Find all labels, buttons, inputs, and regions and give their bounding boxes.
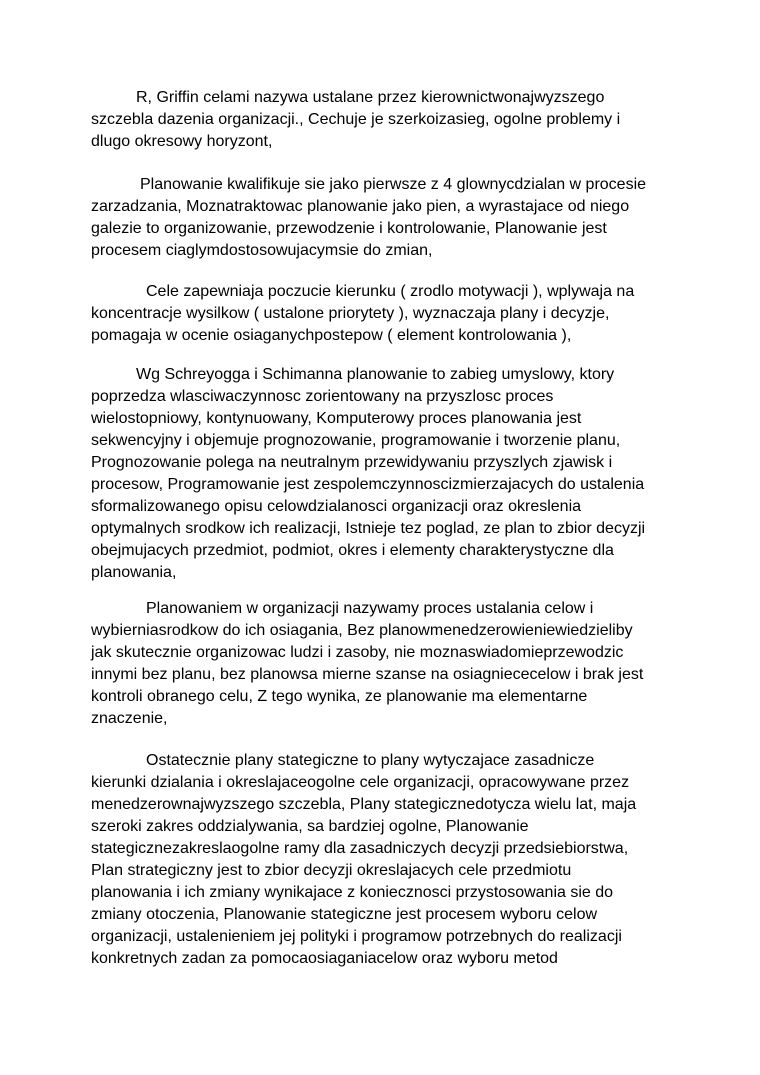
paragraph-strategic-plans [91,750,691,970]
text-line: obejmujacych przedmiot, podmiot, okres i elementy charakterystyczne dla [91,542,614,559]
text-line: dlugo okresowy horyzont, [91,133,273,150]
text-line: szeroki zakres oddzialywania, sa bardziej ogolne, Planowanie [91,818,529,835]
text-line: koncentracje wysilkow ( ustalone priorytety ), wyznaczaja plany i decyzje, [91,305,610,322]
text-line: zarzadzania, Moznatraktowac planowanie jako pien, a wyrastajace od niego [91,198,630,215]
text-line: Planowanie kwalifikuje sie jako pierwsze z 4 glownycdzialan w procesie [140,176,647,193]
text-line: stategicznezakreslaogolne ramy dla zasadniczych decyzji przedsiebiorstwa, [91,840,629,857]
text-line: konkretnych zadan za pomocaosiaganiacelow oraz wyboru metod [91,950,558,967]
paragraph-goals-purpose [91,281,691,347]
text-line: Wg Schreyogga i Schimanna planowanie to zabieg umyslowy, ktory [136,366,615,383]
paragraph-planning-functions [91,174,691,262]
text-line: optymalnych srodkow ich realizacji, Istnieje tez poglad, ze plan to zbior decyzji [91,520,646,537]
text-line: R, Griffin celami nazywa ustalane przez kierownictwonajwyzszego [136,89,605,106]
text-line: galezie to organizowanie, przewodzenie i kontrolowanie, Planowanie jest [91,220,607,237]
text-line: procesow, Programowanie jest zespolemczynnoscizmierzajacych do ustalenia [91,476,645,493]
text-line: planowania, [91,564,177,581]
text-line: jak skutecznie organizowac ludzi i zasoby, nie moznaswiadomieprzewodzic [91,644,624,661]
paragraph-griffin-goals [91,87,691,153]
text-line: sformalizowanego opisu celowdzialanosci organizacji oraz okreslenia [91,498,582,515]
text-line: Ostatecznie plany stategiczne to plany wytyczajace zasadnicze [146,752,595,769]
paragraph-planning-definition [91,598,691,730]
paragraph-schreyogg-schimann [91,364,691,584]
text-line: zmiany otoczenia, Planowanie stategiczne jest procesem wyboru celow [91,906,598,923]
text-line: wielostopniowy, kontynuowany, Komputerowy proces planowania jest [91,410,582,427]
text-line: innymi bez planu, bez planowsa mierne szanse na osiagniececelow i brak jest [91,666,644,683]
text-line: sekwencyjny i objemuje prognozowanie, programowanie i tworzenie planu, [91,432,621,449]
text-line: poprzedza wlasciwaczynnosc zorientowany na przyszlosc proces [91,388,554,405]
text-line: znaczenie, [91,710,168,727]
text-line: wybierniasrodkow do ich osiagania, Bez planowmenedzerowieniewiedzieliby [91,622,633,639]
text-line: Plan strategiczny jest to zbior decyzji okreslajacych cele przedmiotu [91,862,572,879]
text-line: organizacji, ustalenieniem jej polityki i programow potrzebnych do realizacji [91,928,622,945]
text-line: menedzerownajwyzszego szczebla, Plany stategicznedotycza wielu lat, maja [91,796,637,813]
text-line: planowania i ich zmiany wynikajace z koniecznosci przystosowania sie do [91,884,614,901]
text-line: Prognozowanie polega na neutralnym przewidywaniu przyszlych zjawisk i [91,454,613,471]
text-line: szczebla dazenia organizacji., Cechuje je szerkoizasieg, ogolne problemy i [91,111,621,128]
text-line: kierunki dzialania i okreslajaceogolne cele organizacji, opracowywane przez [91,774,630,791]
text-line: kontroli obranego celu, Z tego wynika, ze planowanie ma elementarne [91,688,588,705]
text-line: pomagaja w ocenie osiaganychpostepow ( element kontrolowania ), [91,327,572,344]
text-line: Planowaniem w organizacji nazywamy proces ustalania celow i [146,600,594,617]
text-line: procesem ciaglymdostosowujacymsie do zmian, [91,242,433,259]
text-line: Cele zapewniaja poczucie kierunku ( zrodlo motywacji ), wplywaja na [146,283,635,300]
